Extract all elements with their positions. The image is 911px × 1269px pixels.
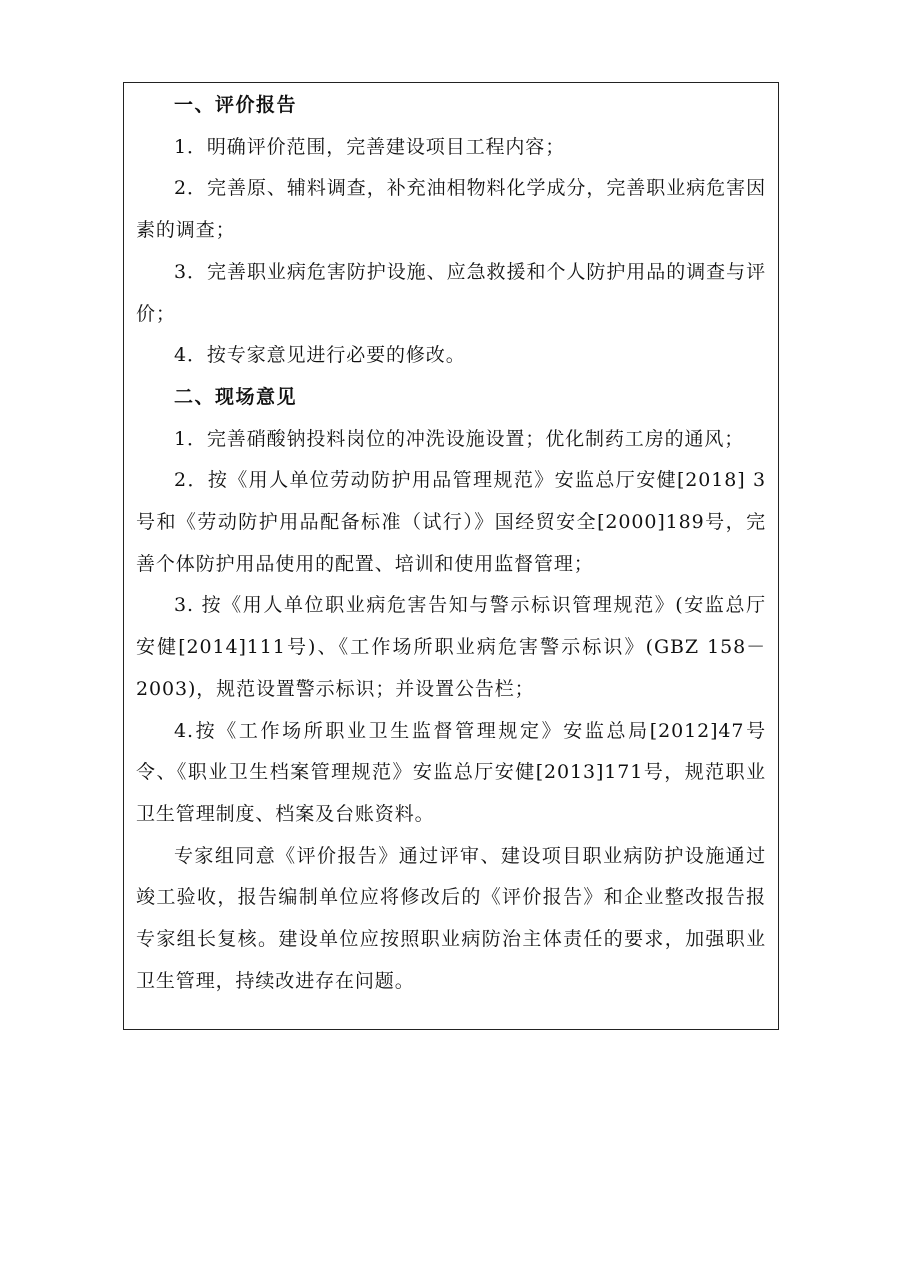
opinion-table-cell (123, 82, 779, 1030)
evaluation-item-2: 2．完善原、辅料调查，补充油相物料化学成分，完善职业病危害因素的调查； (136, 177, 766, 242)
site-opinion-item-4: 4.按《工作场所职业卫生监督管理规定》安监总局[2012]47号令、《职业卫生档案管理规范》安监总厅安健[2013]171号，规范职业卫生管理制度、档案及台账资料。 (136, 719, 766, 825)
section-heading-site-opinion: 二、现场意见 (174, 385, 298, 408)
evaluation-item-4: 4．按专家意见进行必要的修改。 (174, 344, 466, 367)
site-opinion-item-3: 3. 按《用人单位职业病危害告知与警示标识管理规范》(安监总厅安健[2014]111号)、《工作场所职业病危害警示标识》(GBZ 158－2003)，规范设置警示标识；并设置公告栏； (136, 594, 766, 700)
site-opinion-item-1: 1．完善硝酸钠投料岗位的冲洗设施设置；优化制药工房的通风； (174, 427, 745, 450)
evaluation-item-1: 1．明确评价范围，完善建设项目工程内容； (174, 135, 566, 158)
opinion-content (136, 85, 766, 1002)
site-opinion-item-2: 2．按《用人单位劳动防护用品管理规范》安监总厅安健[2018] 3号和《劳动防护用品配备标准（试行）》国经贸安全[2000]189号，完善个体防护用品使用的配置、培训和使用监督管理； (136, 469, 766, 575)
section-heading-evaluation-report: 一、评价报告 (174, 94, 298, 116)
evaluation-item-3: 3．完善职业病危害防护设施、应急救援和个人防护用品的调查与评价； (136, 260, 766, 325)
conclusion-paragraph: 专家组同意《评价报告》通过评审、建设项目职业病防护设施通过竣工验收，报告编制单位应将修改后的《评价报告》和企业整改报告报专家组长复核。建设单位应按照职业病防治主体责任的要求，加强职业卫生管理，持续改进存在问题。 (136, 844, 766, 992)
